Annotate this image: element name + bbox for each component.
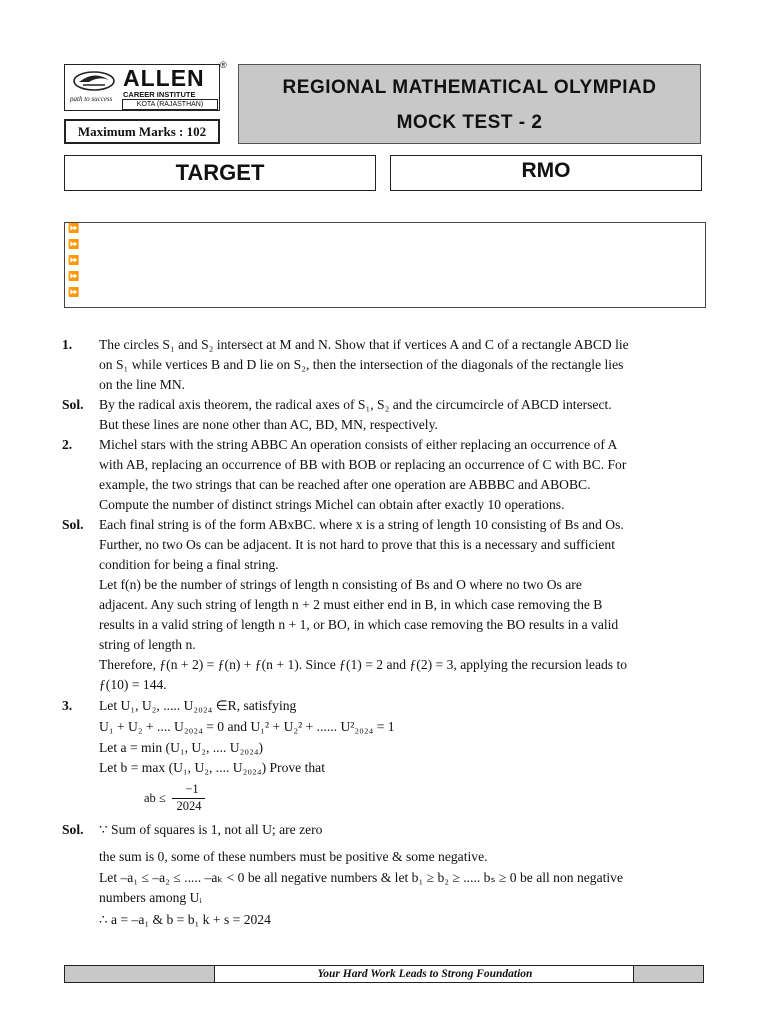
inequality-lhs: ab ≤ bbox=[144, 791, 166, 805]
solution-2-line: Let f(n) be the number of strings of length n consisting of Bs and O where no two Os are bbox=[99, 577, 582, 592]
solution-2-line: Further, no two Os can be adjacent. It is not hard to prove that this is a necessary and sufficient bbox=[99, 537, 616, 552]
question-2-line: example, the two strings that can be reached after one operation are ABBBC and ABOBC. bbox=[99, 477, 591, 492]
solution-3-line: numbers among Uᵢ bbox=[99, 890, 202, 905]
bullet-icon: ⏩ bbox=[68, 271, 80, 281]
question-3-line: Let b = max (U₁, U₂, .... U₂₀₂₄) Prove that bbox=[99, 760, 325, 775]
solution-2-line: ƒ(10) = 144. bbox=[99, 677, 167, 692]
instructions-box bbox=[64, 222, 706, 308]
solution-label: Sol. bbox=[62, 822, 84, 837]
solution-2-line: Each final string is of the form ABxBC. where x is a string of length 10 consisting of Bs and Os. bbox=[99, 517, 624, 532]
solution-1-line: But these lines are none other than AC, BD, MN, respectively. bbox=[99, 417, 438, 432]
solution-label: Sol. bbox=[62, 517, 84, 532]
allen-logo bbox=[64, 64, 220, 111]
logo-city: KOTA (RAJASTHAN) bbox=[122, 99, 218, 110]
solution-3-line: ∴ a = –a₁ & b = b₁ k + s = 2024 bbox=[99, 912, 271, 927]
footer-slogan: Your Hard Work Leads to Strong Foundation bbox=[317, 968, 533, 980]
title-banner bbox=[238, 64, 701, 144]
logo-subtitle: CAREER INSTITUTE bbox=[123, 90, 196, 99]
solution-2-line: Therefore, ƒ(n + 2) = ƒ(n) + ƒ(n + 1). Since ƒ(1) = 2 and ƒ(2) = 3, applying the recursion leads to bbox=[99, 657, 628, 672]
bullet-icon: ⏩ bbox=[68, 287, 80, 297]
fraction-numerator: −1 bbox=[185, 782, 199, 796]
logo-emblem-icon bbox=[69, 68, 119, 98]
solution-2-line: results in a valid string of length n + 1, or BO, in which case removing the BO results in a valid bbox=[99, 617, 619, 632]
solution-2-line: adjacent. Any such string of length n + 2 must either end in B, in which case removing the B bbox=[99, 597, 603, 612]
logo-tagline: path to success bbox=[70, 95, 113, 103]
solution-2-line: condition for being a final string. bbox=[99, 557, 279, 572]
solution-2-line: string of length n. bbox=[99, 637, 196, 652]
target-label: TARGET bbox=[64, 155, 376, 191]
solution-1-line: By the radical axis theorem, the radical axes of S₁, S₂ and the circumcircle of ABCD intersect. bbox=[99, 397, 612, 412]
footer-left-cell bbox=[65, 966, 215, 982]
solution-3-line: Let –a₁ ≤ –a₂ ≤ ..... –aₖ < 0 be all negative numbers & let b₁ ≥ b₂ ≥ ..... bₛ ≥ 0 be all non negative bbox=[99, 870, 624, 885]
question-number: 1. bbox=[62, 337, 73, 352]
question-1-line: on S₁ while vertices B and D lie on S₂, then the intersection of the diagonals of the rectangle lies bbox=[99, 357, 624, 372]
maximum-marks: Maximum Marks : 102 bbox=[64, 119, 220, 144]
question-2-line: Compute the number of distinct strings Michel can obtain after exactly 10 operations. bbox=[99, 497, 565, 512]
question-2-line: Michel stars with the string ABBC An operation consists of either replacing an occurrence of A bbox=[99, 437, 618, 452]
inequality-fraction bbox=[144, 784, 224, 816]
question-2-line: with AB, replacing an occurrence of BB with BOB or replacing an occurrence of C with BC. For bbox=[99, 457, 627, 472]
question-1-line: on the line MN. bbox=[99, 377, 186, 392]
registered-mark: ® bbox=[220, 60, 227, 70]
test-title: MOCK TEST - 2 bbox=[396, 112, 543, 133]
bullet-icon: ⏩ bbox=[68, 239, 80, 249]
footer-right-cell bbox=[633, 966, 703, 982]
bullet-icon: ⏩ bbox=[68, 255, 80, 265]
exam-title: REGIONAL MATHEMATICAL OLYMPIAD bbox=[282, 77, 657, 98]
question-3-line: Let U₁, U₂, ..... U₂₀₂₄ ∈R, satisfying bbox=[99, 698, 297, 713]
target-value: RMO bbox=[390, 155, 702, 191]
solution-label: Sol. bbox=[62, 397, 84, 412]
bullet-icon: ⏩ bbox=[68, 223, 80, 233]
logo-name: ALLEN bbox=[123, 65, 205, 91]
question-number: 2. bbox=[62, 437, 73, 452]
page-footer bbox=[64, 965, 704, 983]
question-3-line: Let a = min (U₁, U₂, .... U₂₀₂₄) bbox=[99, 740, 264, 755]
question-3-line: U₁ + U₂ + .... U₂₀₂₄ = 0 and U₁² + U₂² + ...... U²₂₀₂₄ = 1 bbox=[99, 719, 395, 734]
solution-3-line: the sum is 0, some of these numbers must be positive & some negative. bbox=[99, 849, 488, 864]
question-number: 3. bbox=[62, 698, 73, 713]
question-1-line: The circles S₁ and S₂ intersect at M and N. Show that if vertices A and C of a rectangle ABCD lie bbox=[99, 337, 629, 352]
solution-3-line: ∵ Sum of squares is 1, not all U; are zero bbox=[99, 822, 323, 837]
fraction-denominator: 2024 bbox=[176, 799, 202, 813]
